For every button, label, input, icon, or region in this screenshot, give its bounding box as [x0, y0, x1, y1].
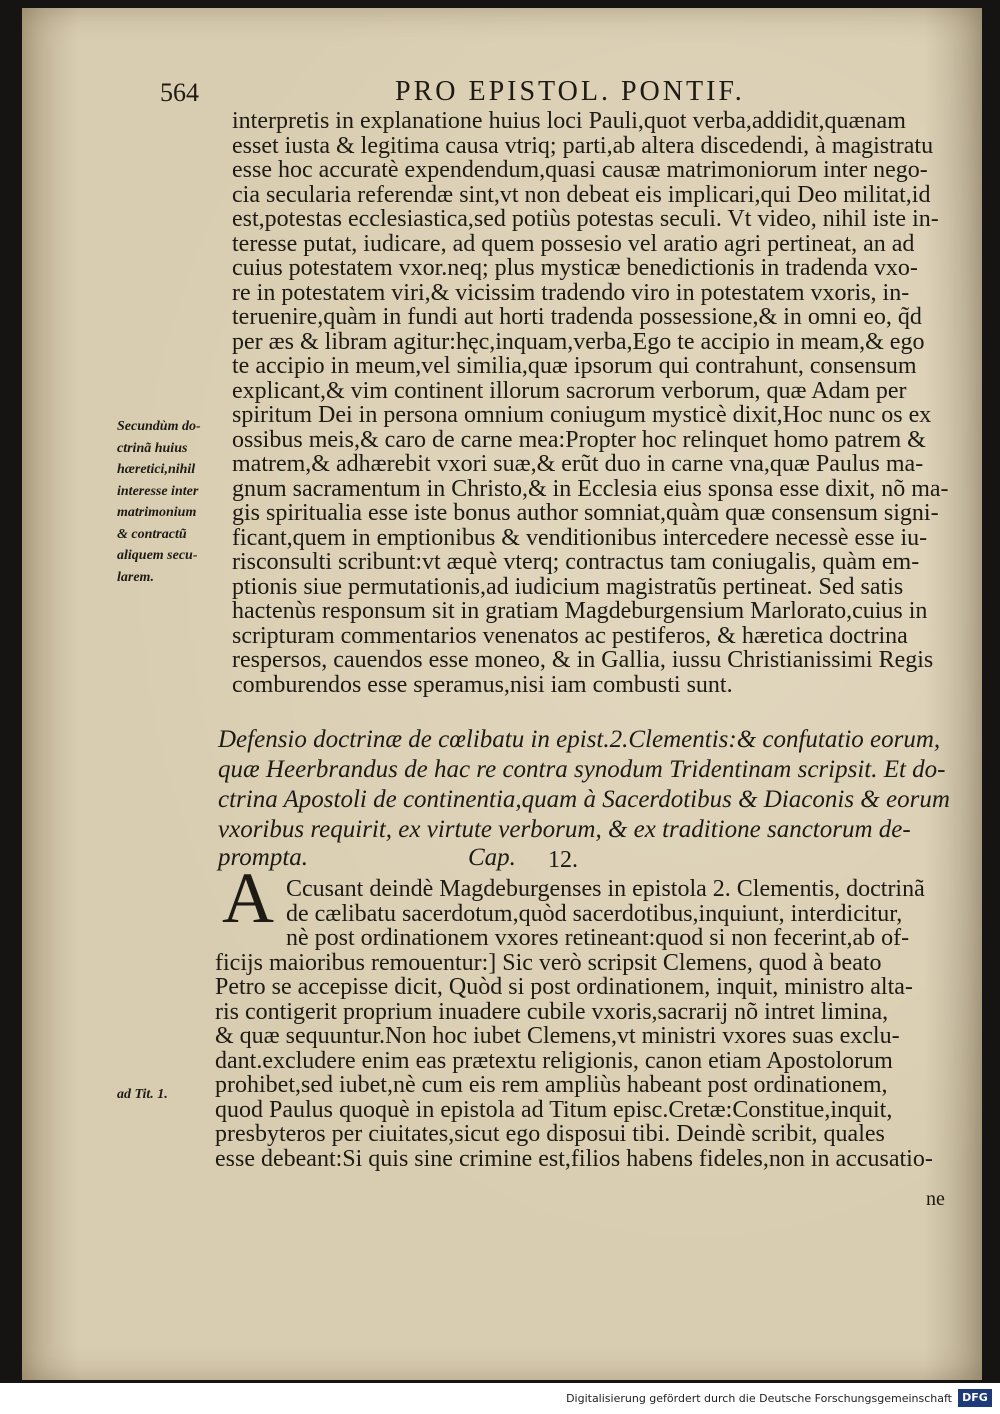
- chapter-number: 12.: [548, 847, 578, 873]
- text-line: explicant,& vim continent illorum sacrorum verborum, quæ Adam per: [232, 377, 907, 404]
- text-line: per æs & libram agitur:hęc,inquam,verba,Ego te accipio in meam,& ego: [232, 328, 925, 355]
- text-line: presbyteros per ciuitates,sicut ego disposui tibi. Deindè scribit, quales: [215, 1121, 885, 1147]
- text-line: scripturam commentarios venenatos ac pestiferos, & hæretica doctrina: [232, 622, 908, 649]
- text-line: cuius potestatem vxor.neq; plus mysticæ benedictionis in tradenda vxo-: [232, 255, 918, 281]
- margin-note-line: Secundùm do-: [117, 419, 201, 434]
- funding-credit: Digitalisierung gefördert durch die Deutsche Forschungsgemeinschaft: [566, 1392, 952, 1405]
- text-line: de cælibatu sacerdotum,quòd sacerdotibus,inquiunt, interdicitur,: [286, 900, 903, 927]
- dfg-logo: DFG: [958, 1389, 992, 1407]
- text-line: dant.excludere enim eas prætextu religionis, canon etiam Apostolorum: [215, 1047, 893, 1074]
- text-line: spiritum Dei in persona omnium coniugum mysticè dixit,Hoc nunc os ex: [232, 402, 932, 428]
- text-line: interpretis in explanatione huius loci Pauli,quot verba,addidit,quænam: [232, 108, 906, 134]
- text-line: esse hoc accuratè expendendum,quasi causæ matrimoniorum inter nego-: [232, 157, 928, 183]
- text-line: prohibet,sed iubet,nè cum eis rem ampliùs habeant post ordinationem,: [215, 1072, 888, 1098]
- text-line: ficant,quem in emptionibus & venditionibus intercedere necessè esse iu-: [232, 524, 928, 551]
- chapter-heading-line: quæ Heerbrandus de hac re contra synodum Tridentinam scripsit. Et do-: [218, 756, 946, 783]
- margin-note-line: hæretici,nihil: [117, 462, 196, 477]
- margin-note-line: & contractũ: [117, 526, 187, 542]
- text-line: ris contigerit proprium inuadere cubile vxoris,sacrarij nõ intret limina,: [215, 998, 889, 1025]
- running-head: PRO EPISTOL. PONTIF.: [395, 76, 745, 107]
- text-line: comburendos esse speramus,nisi iam combusti sunt.: [232, 671, 733, 698]
- text-line: teruenire,quàm in fundi aut horti tradenda possessione,& in omni eo, q̃d: [232, 304, 922, 330]
- text-line: quod Paulus quoquè in epistola ad Titum episc.Cretæ:Constitue,inquit,: [215, 1096, 893, 1123]
- text-line: Petro se accepisse dicit, Quòd si post ordinationem, inquit, ministro alta-: [215, 974, 913, 1000]
- text-line: est,potestas ecclesiastica,sed potiùs potestas seculi. Vt video, nihil iste in-: [232, 206, 939, 232]
- chapter-heading-line: vxoribus requirit, ex virtute verborum, & ex traditione sanctorum de-: [218, 816, 911, 843]
- drop-cap-initial: A: [222, 858, 274, 938]
- text-line: ficijs maioribus remouentur:] Sic verò scripsit Clemens, quod à beato: [215, 949, 882, 976]
- text-line: respersos, cauendos esse moneo, & in Gallia, iussu Christianissimi Regis: [232, 647, 934, 673]
- text-line: Ccusant deindè Magdeburgenses in epistola 2. Clementis, doctrinã: [286, 876, 925, 902]
- text-line: ossibus meis,& caro de carne mea:Propter hoc relinquet homo patrem &: [232, 426, 926, 453]
- chapter-heading-last-line: prompta.: [218, 844, 309, 871]
- chapter-heading-line: Defensio doctrinæ de cœlibatu in epist.2.Clementis:& confutatio eorum,: [218, 726, 941, 753]
- margin-note-line: matrimonium: [117, 505, 197, 520]
- text-line: esset iusta & legitima causa vtriq; parti,ab altera discedendi, à magistratu: [232, 132, 934, 159]
- text-line: te accipio in meum,vel similia,quæ ipsorum qui contrahunt, consensum: [232, 353, 917, 379]
- margin-note-line: aliquem secu-: [117, 548, 198, 563]
- text-line: hactenùs responsum sit in gratiam Magdeburgensium Marlorato,cuius in: [232, 598, 928, 624]
- text-line: ptionis siue permutationis,ad iudicium magistratũs pertineat. Sed satis: [232, 573, 904, 600]
- text-line: gnum sacramentum in Christo,& in Ecclesia eius sponsa esse dixit, nõ ma-: [232, 475, 949, 502]
- text-line: & quæ sequuntur.Non hoc iubet Clemens,vt ministri vxores suas exclu-: [215, 1023, 900, 1049]
- chapter-heading-line: ctrina Apostoli de continentia,quam à Sacerdotibus & Diaconis & eorum: [218, 786, 950, 813]
- margin-note-line: larem.: [117, 569, 154, 585]
- margin-note-line: interesse inter: [117, 483, 199, 499]
- footer-bar: [0, 1383, 1000, 1414]
- text-line: gis spiritualia esse iste bonus author somniat,quàm quæ consensum signi-: [232, 500, 939, 526]
- text-line: teresse putat, iudicare, ad quem possesio vel aratio agri pertineat, an ad: [232, 230, 915, 257]
- text-line: risconsulti scribunt:vt æquè vterq; contractus tam coniugalis, quàm em-: [232, 549, 920, 575]
- catchword: ne: [926, 1188, 945, 1210]
- text-line: matrem,& adhærebit vxori suæ,& erũt duo in carne vna,quæ Paulus ma-: [232, 451, 924, 477]
- text-line: nè post ordinationem vxores retineant:quod si non fecerint,ab of-: [286, 925, 910, 951]
- text-line: esse debeant:Si quis sine crimine est,filios habens fideles,non in accusatio-: [215, 1145, 933, 1172]
- chapter-label: Cap.: [468, 844, 516, 871]
- page-number: 564: [160, 78, 199, 107]
- margin-note-line: ctrinã huius: [117, 440, 188, 456]
- text-line: cia secularia referendæ sint,vt non debeat eis implicari,qui Deo militat,id: [232, 181, 931, 208]
- margin-note-titus: ad Tit. 1.: [117, 1087, 168, 1102]
- text-line: re in potestatem viri,& vicissim tradendo viro in potestatem vxoris, in-: [232, 279, 910, 306]
